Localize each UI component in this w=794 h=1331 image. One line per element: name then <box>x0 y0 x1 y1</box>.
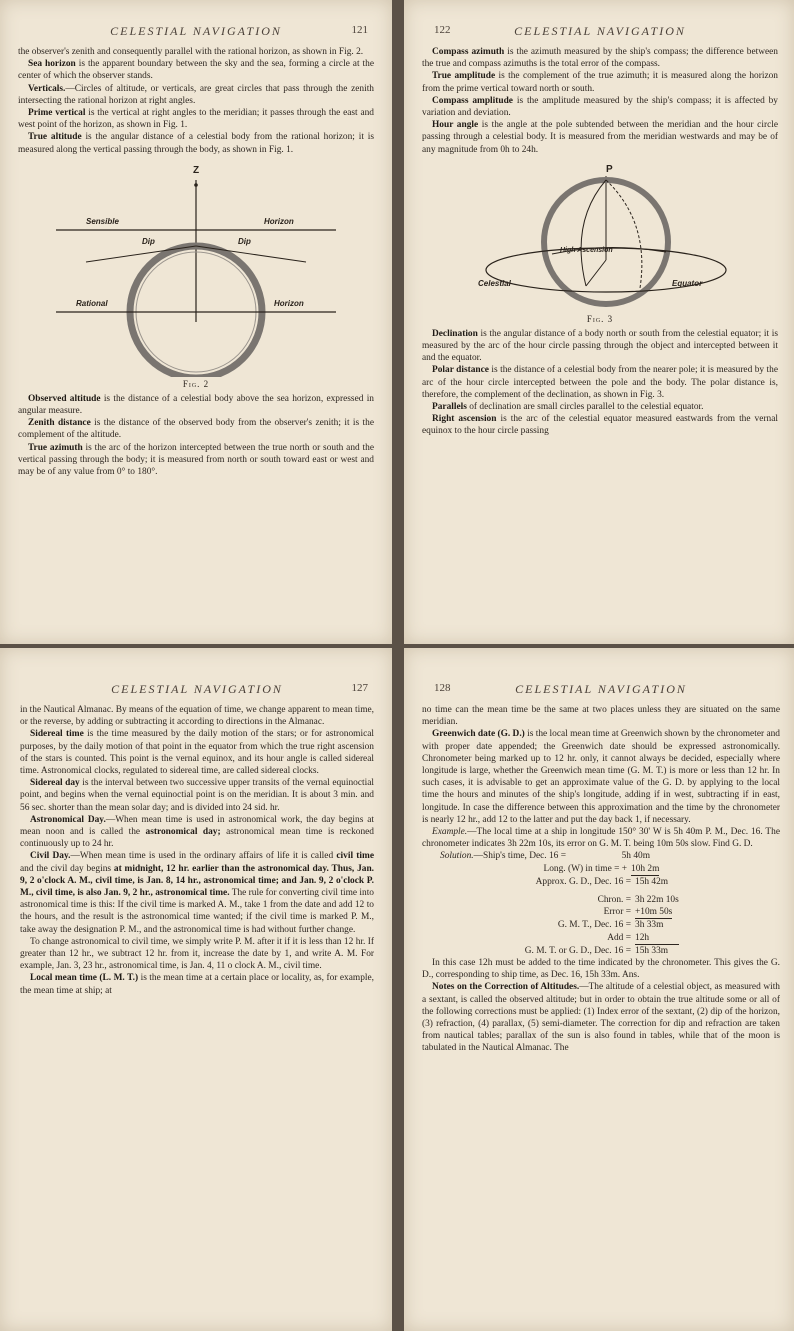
paragraph-sidereal-day <box>20 777 374 814</box>
term: Notes on the Correction of Altitudes. <box>432 982 580 993</box>
figure-3-diagram <box>460 162 740 312</box>
term: Parallels <box>432 402 467 413</box>
paragraph-observed-altitude <box>18 393 374 417</box>
paragraph-compass-azimuth <box>422 46 778 70</box>
paragraph-zenith-distance <box>18 417 374 441</box>
paragraph-hour-angle <box>422 119 778 156</box>
meridian-arc <box>606 180 642 288</box>
term: Prime vertical <box>28 108 86 119</box>
running-title: CELESTIAL NAVIGATION <box>111 682 283 696</box>
paragraph-civil-day <box>20 850 374 935</box>
zenith-dot <box>194 183 198 187</box>
label-pole: P <box>606 163 613 175</box>
paragraph-parallels <box>422 401 778 413</box>
term: Civil Day. <box>30 851 71 862</box>
calc-label: Error = <box>603 907 631 918</box>
paragraph-to-change: To change astronomical to civil time, we simply write P. M. after it if it is less than 12 hr. If greater than 12 hr., we subtract 12 hr. from it, increase the date by 1, and write A. M. For example, Jan. 3, 23 hr., astronomical time, is Jan. 4, 11 o clock A. M., civil time. <box>20 936 374 972</box>
paragraph-polar-distance <box>422 364 778 401</box>
calc-value: +10m 50s <box>635 906 672 919</box>
definition: —When mean time is used in the ordinary affairs of life it is called <box>70 851 337 862</box>
definition: —When mean time is used in astronomical work, the day begins at mean noon and is called the <box>20 814 374 838</box>
label-equator: Equator <box>672 278 703 288</box>
paragraph-right-ascension <box>422 413 778 437</box>
page-header <box>18 24 374 40</box>
figure-3 <box>460 162 740 312</box>
definition: is the angular distance of a celestial body from the rational horizon; it is measured along the vertical passing through the body, as shown in Fig. 1. <box>18 132 374 155</box>
running-title: CELESTIAL NAVIGATION <box>110 24 282 38</box>
paragraph-true-altitude <box>18 131 374 155</box>
label-horizon-top: Horizon <box>264 216 294 226</box>
page-number: 122 <box>434 24 451 36</box>
calc-row <box>440 850 780 862</box>
term: Zenith distance <box>28 418 91 429</box>
term: Compass amplitude <box>432 95 513 106</box>
paragraph-answer: In this case 12h must be added to the time indicated by the chronometer. This gives the G. D., corresponding to ship time, as Dec. 16, 15h 33m. Ans. <box>422 958 780 981</box>
emphasis: at midnight, 12 hr. earlier than the astronomical day. Thus, Jan. 9, 2 o'clock A. M., civil time, is Jan. 8, 14 hr., astronomical time; and Jan. 9, 2 o'clock P. M., civil time, is also Jan. 9, 2 hr., astronomical time. <box>20 863 374 899</box>
definition: is the mean time at a certain place or locality, as, for example, the mean time at ship; at <box>20 973 374 996</box>
term-inline: astronomical day; <box>145 827 221 838</box>
calc-label: Long. (W) in time = + <box>543 863 627 874</box>
calc-value: 3h 22m 10s <box>635 895 679 906</box>
calc-label: Chron. = <box>597 895 631 906</box>
page-121 <box>0 0 392 644</box>
page-number: 127 <box>351 682 368 694</box>
calc-row <box>440 863 780 876</box>
label-rational: Rational <box>76 298 108 308</box>
running-title: CELESTIAL NAVIGATION <box>515 682 687 696</box>
term: Hour angle <box>432 120 479 131</box>
label-high-ascension: High Ascension <box>560 246 613 254</box>
hour-circle-arc <box>581 180 606 286</box>
example-text: —The local time at a ship in longitude 150° 30' W is 5h 40m P. M., Dec. 16. The chronometer indicates 3h 22m 10s, its error on G. M. T. being 10m 50s slow. Find G. D. <box>422 827 780 850</box>
paragraph: no time can the mean time be the same at two places unless they are situated on the same meridian. <box>422 705 780 728</box>
calc-row <box>440 906 780 919</box>
definition: is the distance of the observed body from the observer's zenith; it is the complement of the altitude. <box>18 418 374 441</box>
term: Greenwich date (G. D.) <box>432 729 525 740</box>
page-122 <box>404 0 794 644</box>
page-number: 128 <box>434 682 451 694</box>
definition: The rule for converting civil time into astronomical time is this: If the civil time is marked A. M., take 1 from the date and add 12 to the hours, and the result is the astronomical time wanted; if the civil time is marked P. M., take away the designation P. M., and the astronomical time is had without further change. <box>20 888 374 935</box>
definition: astronomical mean time is reckoned continuously up to 24 hr. <box>20 827 374 850</box>
paragraph-sidereal-time <box>20 728 374 777</box>
definition: is the arc of the horizon intercepted between the true north or south and the vertical passing through the body; it is measured from north or south toward east or west and may be of any value from 0° to 180°. <box>18 442 375 478</box>
figure-2 <box>46 162 346 377</box>
calc-row <box>440 876 780 888</box>
definition: is the angle at the pole subtended between the meridian and the hour circle passing through a celestial body. It is measured from the meridian westwards and may be of any magnitude from 0h to 24h. <box>422 120 778 155</box>
zenith-label: Z <box>192 164 200 176</box>
term: Right ascension <box>432 414 497 425</box>
paragraph-prime-vertical <box>18 107 374 131</box>
term: True amplitude <box>432 71 496 82</box>
solution-block <box>422 850 780 957</box>
figure-caption: Fig. 3 <box>586 313 614 324</box>
term: Declination <box>432 328 478 339</box>
term: Observed altitude <box>28 393 101 404</box>
definition: of declination are small circles parallel to the celestial equator. <box>466 402 704 413</box>
calc-label: G. M. T., Dec. 16 = <box>557 920 631 931</box>
definition: is the vertical at right angles to the meridian; it passes through the east and west point of the horizon, as shown in Fig. 1. <box>18 108 374 131</box>
label-sensible: Sensible <box>86 216 119 226</box>
calc-label: Add = <box>607 932 631 943</box>
definition: is the distance of a celestial body from the nearer pole; it is measured by the arc of the hour circle intercepted between the pole and the body. The polar distance is, therefore, the complement of the declination, as shown in Fig. 3. <box>422 365 779 400</box>
definition: is the local mean time at Greenwich shown by the chronometer and with proper date appended; the Greenwich date should be expressed astronomically. Chronometer being marked up to 12 hr. only, it cannot always be decided, especially where longitude is large, whether the Greenwich mean time (G. M. T.) is more or less than 12 hr. In such cases, it is advisable to get an approximate value of the G. D. by applying to the local time the hours and minutes of the ship's longitude, adding if in west, subtracting if in east, longitude. In case the difference between this approximation and the time by the chronometer is nearly 12 hr., add 12 to the latter and put the day back 1, if necessary. <box>422 729 780 825</box>
term: True altitude <box>28 132 82 143</box>
calc-value: 15h 42m <box>635 876 669 887</box>
page-header <box>422 682 780 698</box>
running-title: CELESTIAL NAVIGATION <box>514 24 686 38</box>
paragraph-compass-amplitude <box>422 95 778 119</box>
definition: is the complement of the true azimuth; it is measured along the horizon from the prime vertical toward north or south. <box>422 71 778 94</box>
paragraph-true-azimuth <box>18 442 374 479</box>
term-inline: civil time <box>336 851 374 862</box>
calc-value: 5h 40m <box>621 851 650 862</box>
paragraph-example <box>422 826 780 850</box>
definition: —The altitude of a celestial object, as measured with a sextant, is called the observed altitude; but in order to obtain the true altitude some or all of the following corrections must be applied: (1) Index error of the sextant, (2) dip of the horizon, (3) refraction, (4) parallax, (5) semi-diameter. The correction for dip and refraction are taken from nautical tables; parallax of the sun is also found in tables, while that of the moon is tabulated in the Nautical Almanac. The <box>422 982 780 1054</box>
label-dip-right: Dip <box>238 236 251 246</box>
paragraph-declination <box>422 328 778 365</box>
paragraph-true-amplitude <box>422 70 778 94</box>
calc-value: 3h 33m <box>635 920 664 931</box>
calc-row <box>440 932 780 945</box>
paragraph-local-mean-time <box>20 972 374 996</box>
term: Polar distance <box>432 365 489 376</box>
definition: —Circles of altitude, or verticals, are great circles that pass through the zenith intersecting the rational horizon at right angles. <box>18 83 374 106</box>
definition: is the interval between two successive upper transits of the vernal equinoctial point, and begins when the vernal equinoctial point is on the meridian. It is about 3 min. and 56 sec. shorter than the mean solar day; and is divided into 24 sid. hr. <box>20 778 374 813</box>
definition: is the apparent boundary between the sky and the sea, forming a circle at the center of which the observer stands. <box>18 59 374 82</box>
figure-caption: Fig. 2 <box>182 378 210 389</box>
label-horizon-bottom: Horizon <box>274 298 304 308</box>
paragraph: in the Nautical Almanac. By means of the equation of time, we change apparent to mean time, or the reverse, by adding or subtracting it according to directions in the Almanac. <box>20 705 374 728</box>
calc-row <box>440 894 780 906</box>
page-127 <box>0 648 392 1331</box>
term: Sea horizon <box>28 59 76 70</box>
definition: is the amplitude measured by the ship's compass; it is affected by variation and deviation. <box>422 95 778 119</box>
paragraph-verticals <box>18 83 374 107</box>
paragraph: the observer's zenith and consequently parallel with the rational horizon, as shown in Fig. 2. <box>18 47 364 57</box>
definition: is the angular distance of a body north or south from the celestial equator; it is measured by the arc of the hour circle passing through the object and intercepted between it and the equator. <box>422 328 778 364</box>
term: Verticals. <box>28 83 66 94</box>
calc-row <box>440 945 780 957</box>
figure-2-diagram <box>46 162 346 377</box>
calc-label: —Ship's time, Dec. 16 = <box>473 851 566 862</box>
paragraph-sea-horizon <box>18 58 374 82</box>
solution-label: Solution. <box>440 851 474 862</box>
calc-value: 12h <box>635 932 679 945</box>
definition: is the distance of a celestial body above the sea horizon, expressed in angular measure. <box>18 393 374 417</box>
term: Local mean time (L. M. T.) <box>30 973 139 984</box>
term: Sidereal day <box>30 778 80 789</box>
paragraph-notes <box>422 981 780 1054</box>
label-dip-left: Dip <box>142 236 155 246</box>
page-128 <box>404 648 794 1331</box>
definition: and the civil day begins <box>20 863 114 874</box>
example-label: Example. <box>432 827 468 838</box>
definition: is the azimuth measured by the ship's compass; the difference between the true and compass azimuths is the total error of the compass. <box>422 47 778 70</box>
calc-label: Approx. G. D., Dec. 16 = <box>535 876 631 887</box>
calc-value: 10h 2m <box>631 863 659 876</box>
paragraph-astronomical-day <box>20 814 374 851</box>
term: Astronomical Day. <box>30 814 106 825</box>
calc-label: G. M. T. or G. D., Dec. 16 = <box>524 945 631 956</box>
term: True azimuth <box>28 442 83 453</box>
calc-value: 15h 33m <box>635 945 669 956</box>
definition: is the time measured by the daily motion of the stars; or for astronomical purposes, by the daily motion of that point in the equator from which the true right ascension of the stars is counted. This point is the vernal equinox, and its hour angle is called sidereal time. Astronomical clocks, regulated to sidereal time, are called sidereal clocks. <box>20 729 374 777</box>
paragraph-greenwich-date <box>422 728 780 826</box>
calc-row <box>440 919 780 931</box>
page-header <box>20 682 374 698</box>
radius-line <box>586 260 606 286</box>
definition: is the arc of the celestial equator measured eastwards from the vernal equinox to the hour circle passing <box>422 414 778 437</box>
term: Compass azimuth <box>432 47 505 57</box>
term: Sidereal time <box>30 729 84 740</box>
page-number: 121 <box>351 24 368 36</box>
label-celestial: Celestial <box>478 278 511 288</box>
page-header <box>422 24 778 40</box>
